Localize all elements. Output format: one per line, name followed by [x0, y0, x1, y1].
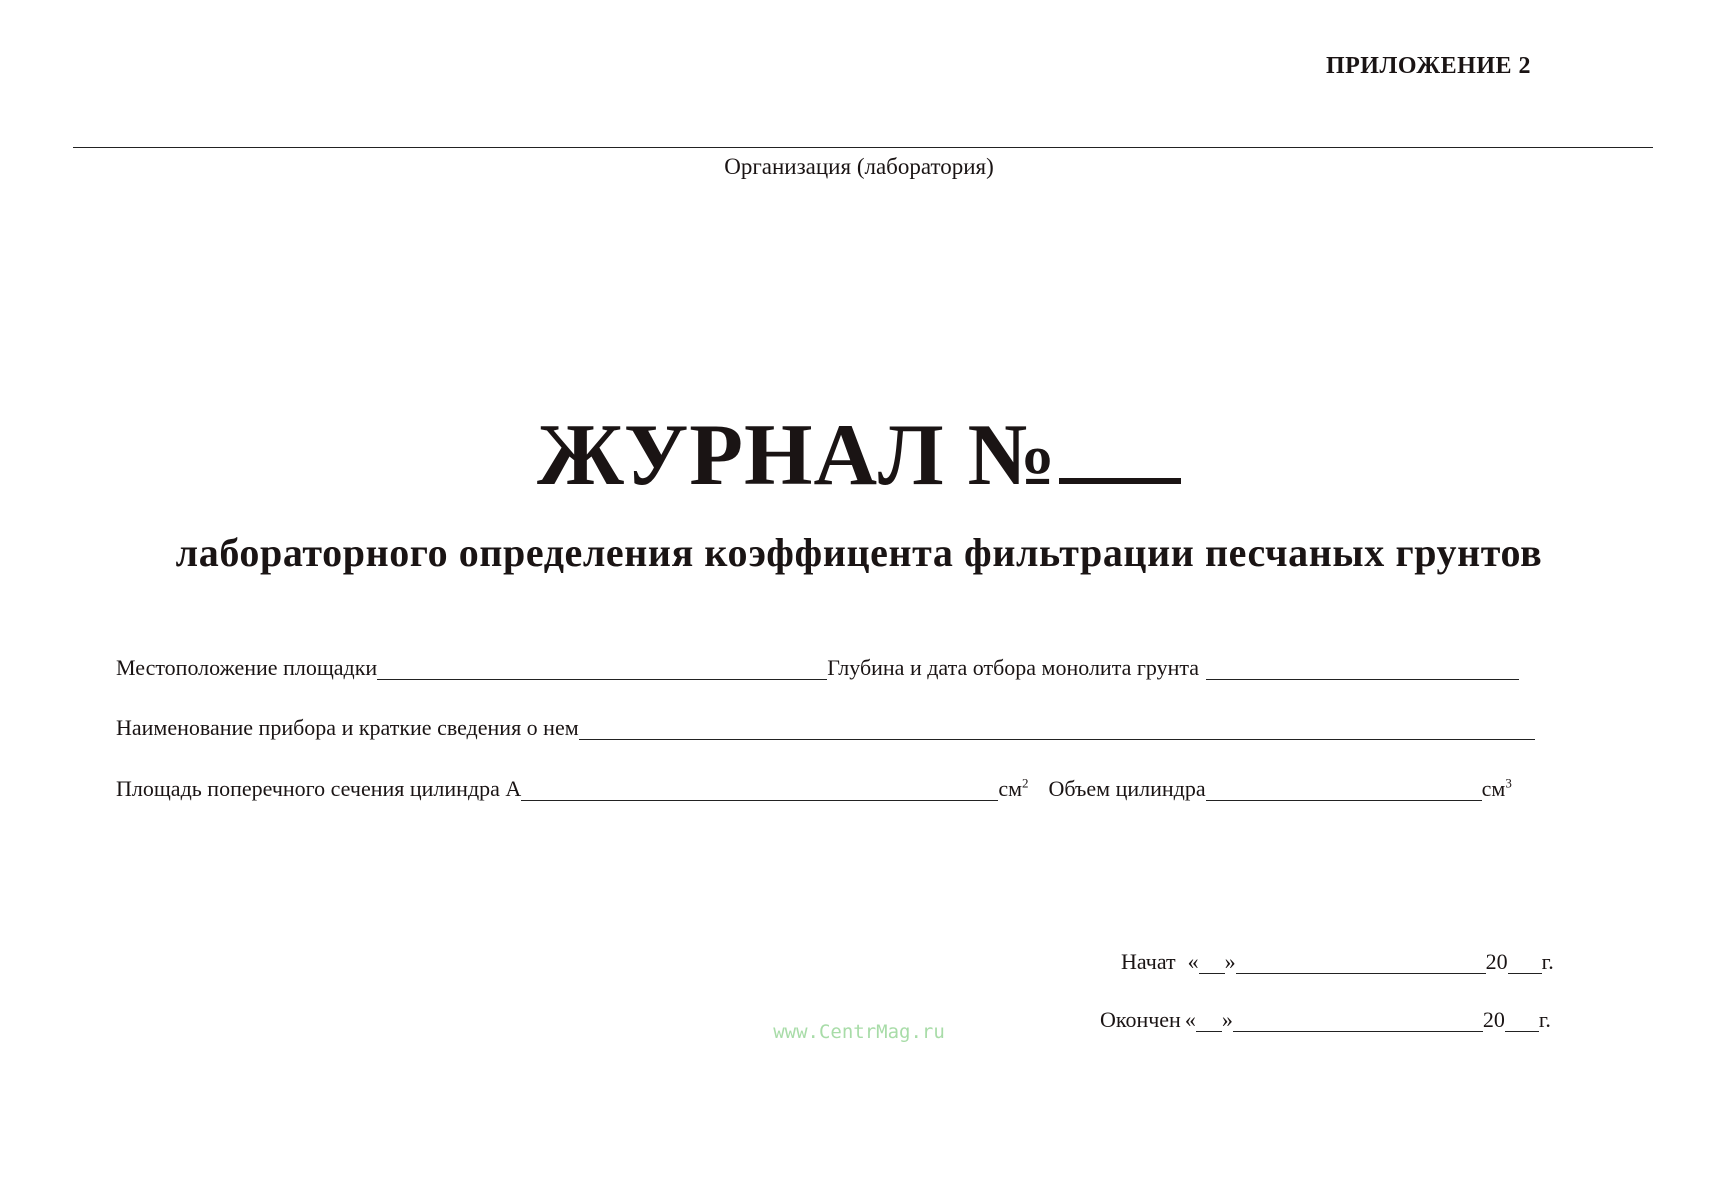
- device-input-line[interactable]: [579, 715, 1535, 740]
- volume-label: Объем цилиндра: [1048, 776, 1206, 801]
- area-unit: $см^2$: [998, 775, 1029, 801]
- depth-label: Глубина и дата отбора монолита грунта: [827, 655, 1199, 680]
- year-prefix: 20: [1485, 949, 1508, 974]
- open-quote: «: [1184, 1007, 1196, 1032]
- area-input-line[interactable]: [521, 776, 998, 801]
- year-suffix: г.: [1538, 1007, 1551, 1032]
- started-label: Начат: [1121, 949, 1176, 974]
- finished-label: Окончен: [1100, 1007, 1181, 1032]
- volume-input-line[interactable]: [1206, 776, 1482, 801]
- year-prefix: 20: [1482, 1007, 1505, 1032]
- device-label: Наименование прибора и краткие сведения о нем: [116, 715, 579, 740]
- start-day-input[interactable]: [1199, 949, 1225, 974]
- area-volume-row: [116, 769, 1512, 803]
- journal-subtitle: лабораторного определения коэффицента фильтрации песчаных грунтов: [175, 530, 1543, 575]
- journal-title: [0, 407, 1718, 504]
- appendix-label: ПРИЛОЖЕНИЕ 2: [1325, 53, 1531, 79]
- close-quote: »: [1224, 949, 1236, 974]
- location-label: Местоположение площадки: [116, 655, 378, 680]
- open-quote: «: [1187, 949, 1199, 974]
- start-date-row: [1121, 942, 1554, 976]
- organization-input-line[interactable]: [73, 147, 1653, 148]
- location-depth-row: [116, 648, 1519, 682]
- journal-title-text: ЖУРНАЛ №: [536, 407, 1058, 504]
- start-month-input[interactable]: [1236, 949, 1486, 974]
- organization-caption: Организация (лаборатория): [724, 154, 994, 179]
- volume-unit: $см^3$: [1481, 775, 1512, 801]
- area-unit-power: 2: [1022, 775, 1029, 791]
- watermark-text: www.CentrMag.ru: [773, 1021, 945, 1043]
- volume-unit-power: 3: [1505, 775, 1512, 791]
- location-input-line[interactable]: [377, 655, 827, 680]
- year-suffix: г.: [1541, 949, 1554, 974]
- start-year-input[interactable]: [1508, 949, 1542, 974]
- area-label: Площадь поперечного сечения цилиндра А: [116, 776, 522, 801]
- depth-input-line[interactable]: [1206, 655, 1519, 680]
- close-quote: »: [1221, 1007, 1233, 1032]
- device-row: [116, 708, 1535, 742]
- journal-number-blank[interactable]: [1059, 408, 1181, 484]
